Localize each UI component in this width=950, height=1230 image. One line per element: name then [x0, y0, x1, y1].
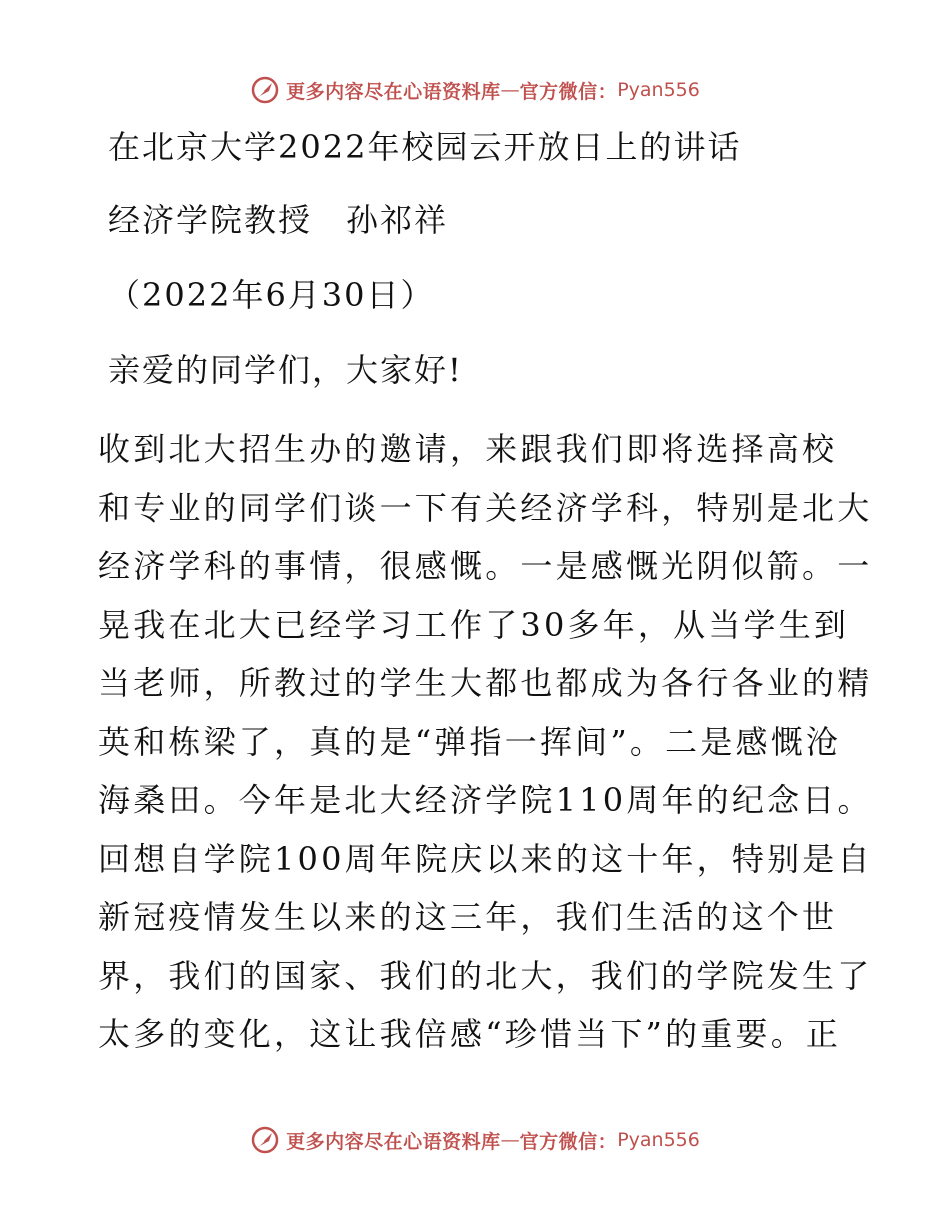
paragraph-line: 英和栋梁了，真的是“弹指一挥间”。二是感慨沧 — [98, 722, 842, 761]
paragraph-line: 晃我在北大已经学习工作了30多年，从当学生到 — [98, 605, 850, 644]
quill-logo-icon — [250, 1125, 280, 1155]
paragraph-line: 当老师，所教过的学生大都也都成为各行各业的精 — [98, 664, 873, 702]
paragraph-line: 经济学科的事情，很感慨。一是感慨光阴似箭。一 — [98, 547, 873, 585]
paragraph-line: 太多的变化，这让我倍感“珍惜当下”的重要。正 — [98, 1015, 842, 1053]
watermark-official-label: 官方微信： — [519, 80, 618, 103]
watermark-official-label: 官方微信： — [519, 1130, 618, 1153]
greeting: 亲爱的同学们，大家好! — [108, 351, 463, 389]
watermark-wechat-id: Pyan556 — [617, 79, 700, 101]
watermark-wechat-id: Pyan556 — [617, 1129, 700, 1151]
header-watermark — [0, 70, 950, 110]
author-line: 经济学院教授 孙祁祥 — [108, 201, 449, 239]
paragraph-line: 和专业的同学们谈一下有关经济学科，特别是北大 — [98, 488, 873, 527]
footer-watermark — [0, 1120, 950, 1160]
watermark-text: 更多内容尽在心语资料库 — [286, 80, 501, 103]
date-line: （2022年6月30日） — [108, 276, 435, 314]
watermark-text: 更多内容尽在心语资料库 — [286, 1130, 501, 1153]
watermark-separator: — — [500, 79, 520, 101]
paragraph-line: 回想自学院100周年院庆以来的这十年，特别是自 — [98, 839, 873, 878]
document-title: 在北京大学2022年校园云开放日上的讲话 — [108, 128, 742, 166]
body-paragraph — [98, 420, 873, 1064]
quill-logo-icon — [250, 75, 280, 105]
paragraph-line: 海桑田。今年是北大经济学院110周年的纪念日。 — [98, 781, 873, 819]
paragraph-line: 收到北大招生办的邀请，来跟我们即将选择高校 — [98, 430, 838, 468]
watermark-separator: — — [500, 1129, 520, 1151]
paragraph-line: 新冠疫情发生以来的这三年，我们生活的这个世 — [98, 898, 838, 936]
paragraph-line: 界，我们的国家、我们的北大，我们的学院发生了 — [98, 956, 873, 995]
